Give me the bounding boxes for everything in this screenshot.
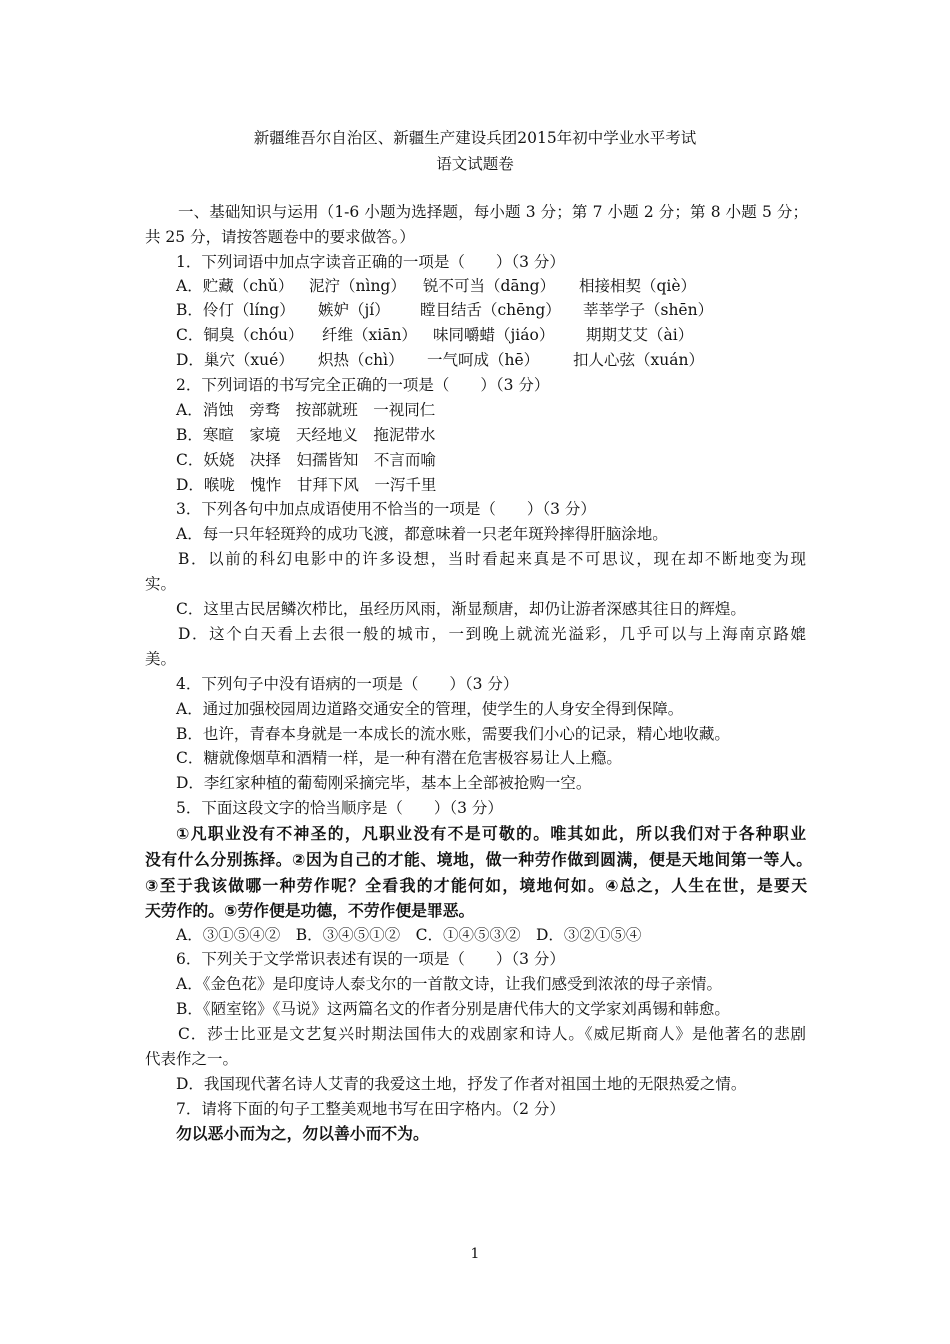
q1-b-word-4: 莘莘学子（shēn） (583, 301, 714, 319)
q2-option-c: C．妖娆 决择 妇孺皆知 不言而喻 (176, 451, 436, 469)
q1-option-b (176, 300, 713, 320)
q2-option-b: B．寒暄 家境 天经地义 拖泥带水 (176, 426, 436, 444)
q1-d-word-2: 炽热（chì） (318, 351, 404, 369)
q1-b-word-3: 瞠目结舌（chēng） (420, 301, 561, 319)
q3-option-d-line-1: D．这个白天看上去很一般的城市，一到晚上就流光溢彩，几乎可以与上海南京路媲 (178, 625, 806, 643)
q3-option-c: C．这里古民居鳞次栉比，虽经历风雨，渐显颓唐，却仍让游者深感其往日的辉煌。 (176, 600, 746, 618)
q4-stem: 4．下列句子中没有语病的一项是（ ）（3 分） (176, 675, 519, 693)
q3-option-b-line-2: 实。 (145, 575, 177, 593)
q3-option-d-line-2: 美。 (145, 650, 177, 668)
exam-title: 新疆维吾尔自治区、新疆生产建设兵团2015年初中学业水平考试 (253, 129, 697, 147)
q1-a-word-3: 锐不可当（dāng） (423, 277, 556, 295)
q1-a-word-4: 相接相契（qiè） (579, 277, 697, 295)
exam-subtitle: 语文试题卷 (436, 155, 514, 173)
q5-passage-line-4: 天劳作的。⑤劳作便是功德，不劳作便是罪恶。 (145, 901, 475, 920)
q5-options: A．③①⑤④② B．③④⑤①② C．①④⑤③② D．③②①⑤④ (176, 926, 642, 944)
q2-stem: 2．下列词语的书写完全正确的一项是（ ）（3 分） (176, 376, 550, 394)
q5-passage-line-2: 没有什么分别拣择。②因为自己的才能、境地，做一种劳作做到圆满，便是天地间第一等人。 (145, 850, 812, 869)
q1-c-word-3: 味同嚼蜡（jiáo） (433, 326, 555, 344)
q7-stem: 7．请将下面的句子工整美观地书写在田字格内。（2 分） (176, 1100, 565, 1118)
q3-option-a: A．每一只年轻斑羚的成功飞渡，都意味着一只老年斑羚摔得肝脑涂地。 (176, 525, 668, 543)
q6-option-c-line-1: C．莎士比亚是文艺复兴时期法国伟大的戏剧家和诗人。《威尼斯商人》是他著名的悲剧 (178, 1025, 806, 1043)
q1-a-word-2: 泥泞（nìng） (309, 277, 406, 295)
q4-option-a: A．通过加强校园周边道路交通安全的管理，使学生的人身安全得到保障。 (176, 700, 684, 718)
q6-stem: 6．下列关于文学常识表述有误的一项是（ ）（3 分） (176, 950, 565, 968)
q6-option-c-line-2: 代表作之一。 (145, 1050, 239, 1068)
q5-passage-line-3: ③至于我该做哪一种劳作呢？全看我的才能何如，境地何如。④总之，人生在世，是要天 (145, 876, 807, 895)
q1-option-a (176, 276, 696, 296)
q1-option-c (176, 325, 693, 345)
q6-option-a: A．《金色花》是印度诗人泰戈尔的一首散文诗，让我们感受到浓浓的母子亲情。 (176, 975, 722, 993)
q1-a-word-1: A．贮藏（chǔ） (176, 277, 294, 295)
q6-option-b: B．《陋室铭》《马说》这两篇名文的作者分别是唐代伟大的文学家刘禹锡和韩愈。 (176, 1000, 730, 1018)
q3-stem: 3．下列各句中加点成语使用不恰当的一项是（ ）（3 分） (176, 500, 596, 518)
q4-option-d: D．李红家种植的葡萄刚采摘完毕，基本上全部被抢购一空。 (176, 774, 592, 792)
q1-option-d (176, 350, 704, 370)
q1-stem: 1．下列词语中加点字读音正确的一项是（ ）（3 分） (176, 253, 565, 271)
q4-option-c: C．糖就像烟草和酒精一样，是一种有潜在危害极容易让人上瘾。 (176, 749, 622, 767)
q1-c-word-1: C．铜臭（chóu） (176, 326, 304, 344)
q2-option-a: A．消蚀 旁骛 按部就班 一视同仁 (176, 401, 436, 419)
q6-option-d: D．我国现代著名诗人艾青的我爱这土地，抒发了作者对祖国土地的无限热爱之情。 (176, 1075, 747, 1093)
q5-stem: 5．下面这段文字的恰当顺序是（ ）（3 分） (176, 799, 503, 817)
q5-passage-line-1: ①凡职业没有不神圣的，凡职业没有不是可敬的。唯其如此，所以我们对于各种职业 (176, 824, 806, 843)
q1-d-word-1: D．巢穴（xué） (176, 351, 294, 369)
q1-c-word-4: 期期艾艾（ài） (586, 326, 694, 344)
q1-b-word-2: 嫉妒（jí） (318, 301, 390, 319)
section-intro-line-1: 一、基础知识与运用（1-6 小题为选择题，每小题 3 分；第 7 小题 2 分；第 8 小题 5 分； (178, 203, 808, 221)
q4-option-b: B．也许，青春本身就是一本成长的流水账，需要我们小心的记录，精心地收藏。 (176, 725, 730, 743)
q1-d-word-4: 扣人心弦（xuán） (573, 351, 704, 369)
q1-c-word-2: 纤维（xiān） (322, 326, 417, 344)
q2-option-d: D．喉咙 愧怍 甘拜下风 一泻千里 (176, 476, 437, 494)
q7-sentence: 勿以恶小而为之，勿以善小而不为。 (176, 1124, 429, 1143)
q1-d-word-3: 一气呵成（hē） (427, 351, 540, 369)
q3-option-b-line-1: B．以前的科幻电影中的许多设想，当时看起来真是不可思议，现在却不断地变为现 (178, 550, 806, 568)
page-number: 1 (470, 1246, 480, 1262)
q1-b-word-1: B．伶仃（líng） (176, 301, 295, 319)
section-intro-line-2: 共 25 分，请按答题卷中的要求做答。） (145, 228, 415, 246)
